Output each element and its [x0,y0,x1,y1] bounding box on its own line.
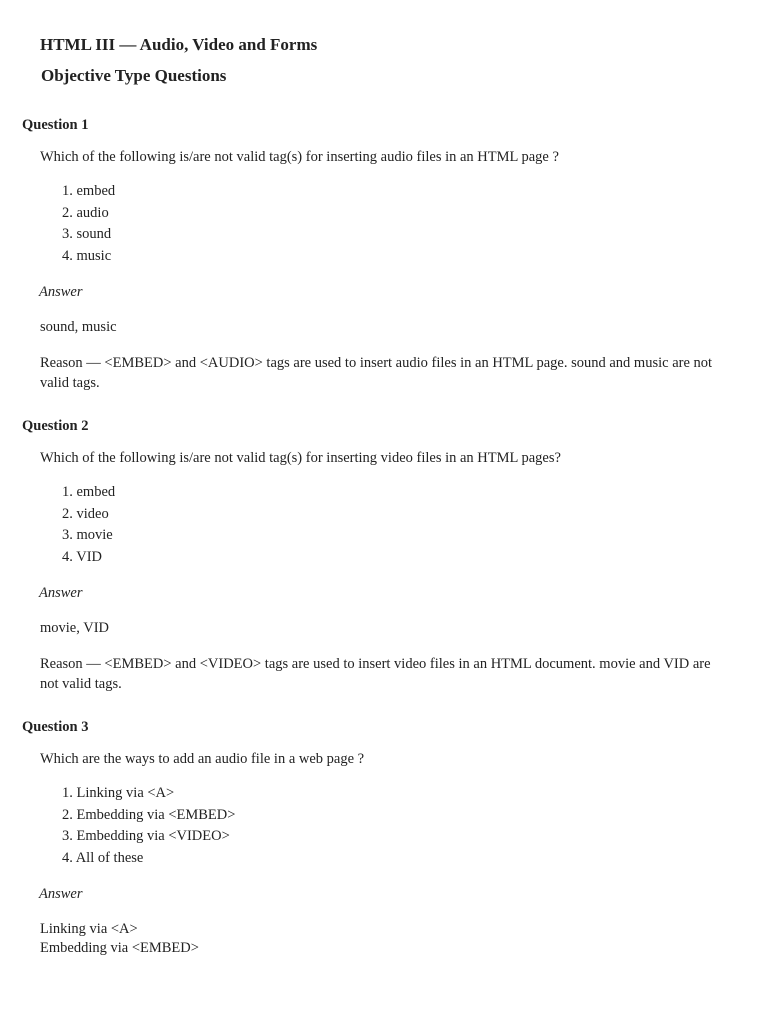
answer-line: movie, VID [40,620,110,636]
answer-label: Answer [39,585,83,601]
option-item: 3. Embedding via <VIDEO> [62,828,230,844]
question-heading: Question 2 [22,418,89,434]
reason-text: Reason — <EMBED> and <VIDEO> tags are used to insert video files in an HTML document. movie and VID are not valid tags. [40,656,711,692]
option-item: 4. VID [62,548,103,565]
question-2 [22,416,728,694]
option-item: 2. audio [62,204,109,221]
answer-text [40,920,728,958]
question-text: Which of the following is/are not valid tag(s) for inserting audio files in an HTML page ? [40,149,559,165]
options-list [62,783,728,869]
question-1 [22,115,728,393]
option-item: 2. Embedding via <EMBED> [62,806,236,823]
answer-label: Answer [39,284,83,300]
question-text: Which are the ways to add an audio file in a web page ? [40,751,365,767]
options-list [62,482,728,568]
answer-line: Embedding via <EMBED> [40,940,199,956]
option-item: 3. movie [62,527,113,543]
answer-text [40,318,728,337]
option-item: 1. embed [62,183,116,199]
option-item: 2. video [62,505,109,522]
option-item: 3. sound [62,226,112,242]
question-3 [22,717,728,958]
page-title: HTML III — Audio, Video and Forms [40,35,318,54]
option-item: 4. music [62,247,112,264]
answer-line: Linking via <A> [40,921,138,937]
reason-text: Reason — <EMBED> and <AUDIO> tags are used to insert audio files in an HTML page. sound and music are not valid tags. [40,355,713,391]
answer-label: Answer [39,886,83,902]
options-list [62,181,728,267]
option-item: 4. All of these [62,849,144,866]
option-item: 1. Linking via <A> [62,785,175,801]
option-item: 1. embed [62,484,116,500]
question-heading: Question 1 [22,117,89,133]
answer-line: sound, music [40,319,117,335]
answer-text [40,619,728,638]
question-text: Which of the following is/are not valid tag(s) for inserting video files in an HTML pages? [40,450,561,466]
question-heading: Question 3 [22,719,89,735]
page-subtitle: Objective Type Questions [41,66,227,85]
